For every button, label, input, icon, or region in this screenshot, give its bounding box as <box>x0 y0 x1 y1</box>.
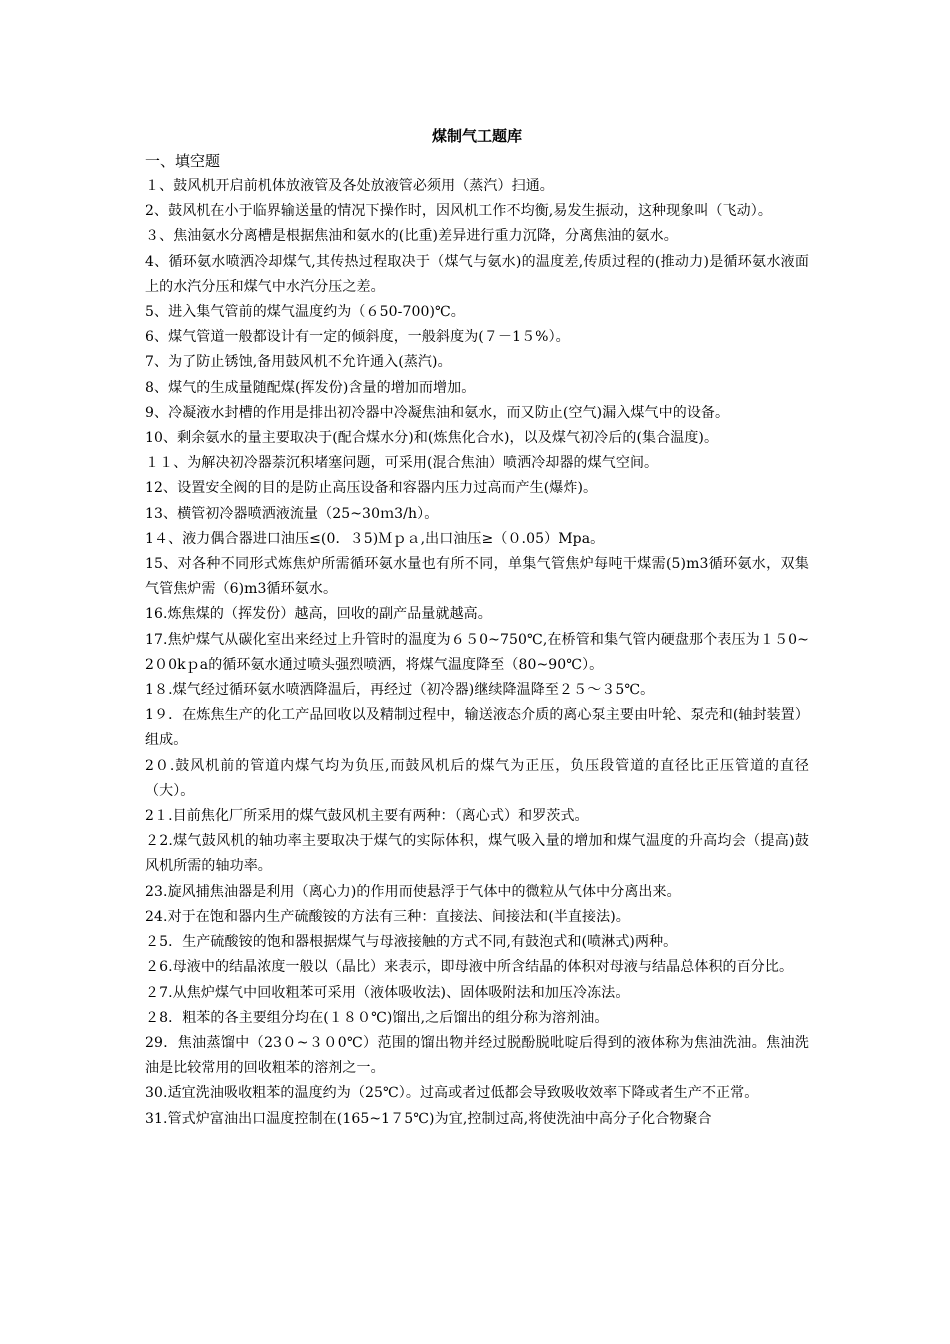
question-item: 12、设置安全阀的目的是防止高压设备和容器内压力过高而产生(爆炸)。 <box>145 480 598 497</box>
document-title: 煤制气工题库 <box>431 127 522 145</box>
question-item: 17.焦炉煤气从碳化室出来经过上升管时的温度为６５0~750℃,在桥管和集气管内硬盘那个表压为１５0~2０0kｐa的循环氨水通过喷头强烈喷洒，将煤气温度降至（80~90℃）。 <box>145 631 809 673</box>
question-item: 2１.目前焦化厂所采用的煤气鼓风机主要有两种：（离心式）和罗茨式。 <box>145 808 589 825</box>
question-item: ２7.从焦炉煤气中回收粗苯可采用（液体吸收法)、固体吸附法和加压冷冻法。 <box>145 984 630 1001</box>
question-item: 9、冷凝液水封槽的作用是排出初冷器中冷凝焦油和氨水，而又防止(空气)漏入煤气中的设备。 <box>145 404 730 421</box>
question-item: 29．焦油蒸馏中（23０~３０0℃）范围的馏出物并经过脱酚脱吡啶后得到的液体称为焦油洗油。焦油洗油是比较常用的回收粗苯的溶剂之一。 <box>145 1034 809 1077</box>
question-item: 13、横管初冷器喷洒液流量（25~30ｍ3/h）。 <box>145 505 439 522</box>
question-list <box>145 174 809 1132</box>
question-item: ２6.母液中的结晶浓度一般以（晶比）来表示，即母液中所含结晶的体积对母液与结晶总体积的百分比。 <box>145 959 794 976</box>
question-item: 2０.鼓风机前的管道内煤气均为负压,而鼓风机后的煤气为正压，负压段管道的直径比正压管道的直径（大）。 <box>145 757 809 799</box>
document-page <box>145 124 809 1132</box>
question-item: ２5．生产硫酸铵的饱和器根据煤气与母液接触的方式不同,有鼓泡式和(喷淋式)两种。 <box>145 934 678 951</box>
question-item: ２2.煤气鼓风机的轴功率主要取决于煤气的实际体积，煤气吸入量的增加和煤气温度的升高均会（提高)鼓风机所需的轴功率。 <box>145 833 809 875</box>
question-item: 1８.煤气经过循环氨水喷洒降温后，再经过（初冷器)继续降温降至２５～３5℃。 <box>145 682 655 699</box>
question-item: 1９．在炼焦生产的化工产品回收以及精制过程中，输送液态介质的离心泵主要由叶轮、泵壳和(轴封装置）组成。 <box>145 707 809 749</box>
question-item: ２8．粗苯的各主要组分均在(１８０℃)馏出,之后馏出的组分称为溶剂油。 <box>145 1009 609 1026</box>
question-item: 31.管式炉富油出口温度控制在(165~1７5℃)为宜,控制过高,将使洗油中高分子化合物聚合 <box>145 1110 712 1127</box>
question-item: 5、进入集气管前的煤气温度约为（６50-700)℃。 <box>145 304 465 321</box>
question-item: 16.炼焦煤的（挥发份）越高，回收的副产品量就越高。 <box>145 606 492 623</box>
question-item: 15、对各种不同形式炼焦炉所需循环氨水量也有所不同，单集气管焦炉每吨干煤需(5)m3循环氨水，双集气管焦炉需（6)m3循环氨水。 <box>145 556 809 598</box>
section-heading: 一、填空题 <box>145 152 221 170</box>
question-item: 30.适宜洗油吸收粗苯的温度约为（25℃）。过高或者过低都会导致吸收效率下降或者生产不正常。 <box>145 1085 759 1102</box>
question-item: 6、煤气管道一般都设计有一定的倾斜度，一般斜度为(７－1５%）。 <box>145 329 570 346</box>
question-item: １１、为解决初冷器萘沉积堵塞问题，可采用(混合焦油）喷洒冷却器的煤气空间。 <box>145 455 659 472</box>
question-item: ３、焦油氨水分离槽是根据焦油和氨水的(比重)差异进行重力沉降，分离焦油的氨水。 <box>145 228 678 245</box>
question-item: 8、煤气的生成量随配煤(挥发份)含量的增加而增加。 <box>145 379 476 396</box>
question-item: 7、为了防止锈蚀,备用鼓风机不允许通入(蒸汽)。 <box>145 354 452 371</box>
question-item: 10、剩余氨水的量主要取决于(配合煤水分)和(炼焦化合水)，以及煤气初冷后的(集合温度)。 <box>145 430 719 447</box>
question-item: 4、循环氨水喷洒冷却煤气,其传热过程取决于（煤气与氨水)的温度差,传质过程的(推动力)是循环氨水液面上的水汽分压和煤气中水汽分压之差。 <box>145 253 809 295</box>
question-item: 24.对于在饱和器内生产硫酸铵的方法有三种：直接法、间接法和(半直接法)。 <box>145 908 630 925</box>
question-item: 2、鼓风机在小于临界输送量的情况下操作时，因风机工作不均衡,易发生振动，这种现象叫（飞动）。 <box>145 203 772 220</box>
question-item: 23.旋风捕焦油器是利用（离心力)的作用而使悬浮于气体中的微粒从气体中分离出来。 <box>145 883 681 900</box>
question-item: １、鼓风机开启前机体放液管及各处放液管必须用（蒸汽）扫通。 <box>145 178 554 194</box>
question-item: 1４、液力偶合器进口油压≤(0．３5)Ｍｐａ,出口油压≥（０.05）Mpa。 <box>145 530 605 547</box>
